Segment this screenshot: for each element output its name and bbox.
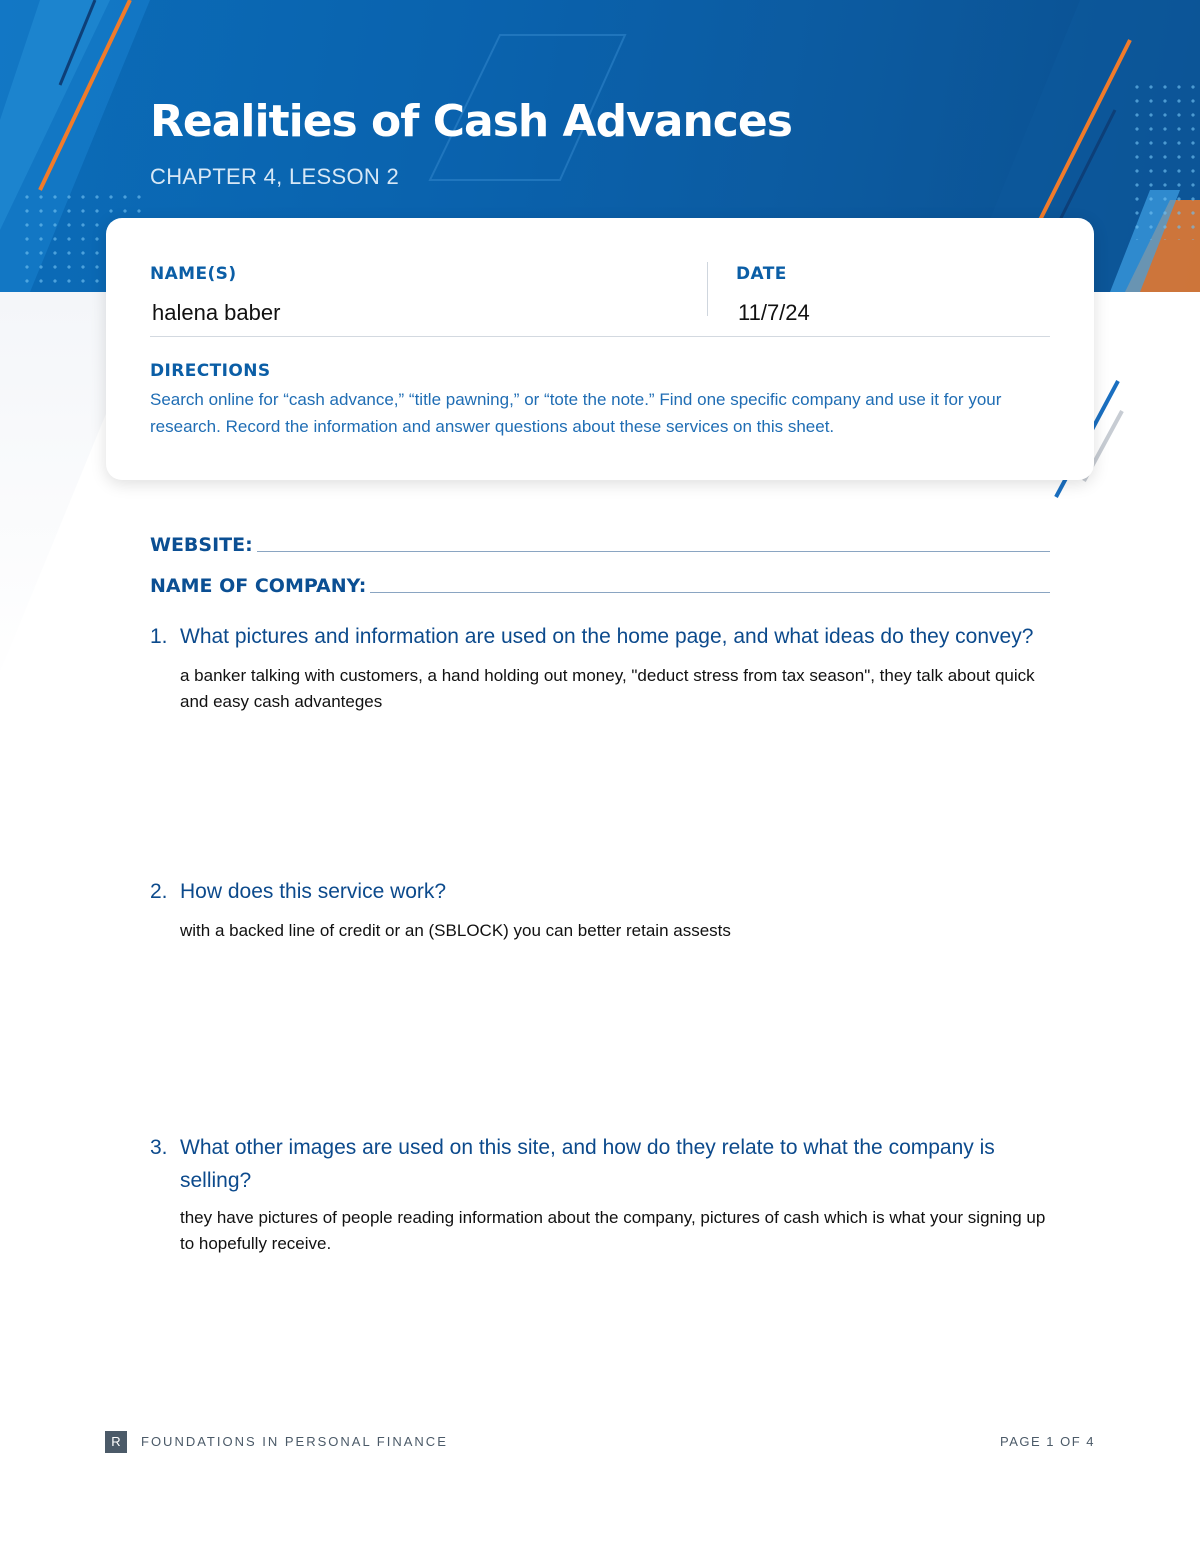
question-text: What other images are used on this site, and how do they relate to what the company is selling? xyxy=(180,1136,995,1192)
answer-1-field[interactable]: a banker talking with customers, a hand holding out money, "deduct stress from tax season", they talk about quick and easy cash advanteges xyxy=(180,666,1035,711)
page-subtitle: CHAPTER 4, LESSON 2 xyxy=(150,164,399,189)
website-row xyxy=(150,534,1050,556)
directions-text: Search online for “cash advance,” “title pawning,” or “tote the note.” Find one specific company and use it for your research. Record the information and answer questions about these services on this sheet. xyxy=(150,390,1002,436)
question-number: 2. xyxy=(150,880,168,903)
company-field[interactable] xyxy=(370,591,1050,593)
vertical-divider xyxy=(707,262,708,316)
company-label: NAME OF COMPANY: xyxy=(150,575,367,597)
website-label: WEBSITE: xyxy=(150,534,253,556)
question-number: 3. xyxy=(150,1136,168,1159)
horizontal-divider xyxy=(150,336,1050,337)
info-card xyxy=(106,218,1094,480)
company-row xyxy=(150,575,1050,597)
date-label: DATE xyxy=(736,264,787,284)
question-1 xyxy=(150,620,1055,653)
question-2 xyxy=(150,875,1055,908)
names-label: NAME(S) xyxy=(150,264,237,284)
names-field[interactable]: halena baber xyxy=(152,300,281,325)
question-3 xyxy=(150,1131,1055,1197)
question-number: 1. xyxy=(150,625,168,648)
question-text: What pictures and information are used on the home page, and what ideas do they convey? xyxy=(180,625,1034,648)
footer-page-number: PAGE 1 OF 4 xyxy=(999,1434,1095,1449)
dot-pattern-right xyxy=(1130,80,1200,240)
website-field[interactable] xyxy=(257,550,1050,552)
directions-label: DIRECTIONS xyxy=(150,361,271,381)
answer-3-field[interactable]: they have pictures of people reading information about the company, pictures of cash which is what your signing up to hopefully receive. xyxy=(180,1208,1046,1253)
footer-course-name: FOUNDATIONS IN PERSONAL FINANCE xyxy=(141,1434,448,1449)
date-field[interactable]: 11/7/24 xyxy=(738,300,810,325)
question-text: How does this service work? xyxy=(180,880,447,903)
answer-2-field[interactable]: with a backed line of credit or an (SBLOCK) you can better retain assests xyxy=(180,921,731,940)
ramsey-logo-icon: R xyxy=(105,1431,127,1453)
page-title: Realities of Cash Advances xyxy=(150,96,792,147)
